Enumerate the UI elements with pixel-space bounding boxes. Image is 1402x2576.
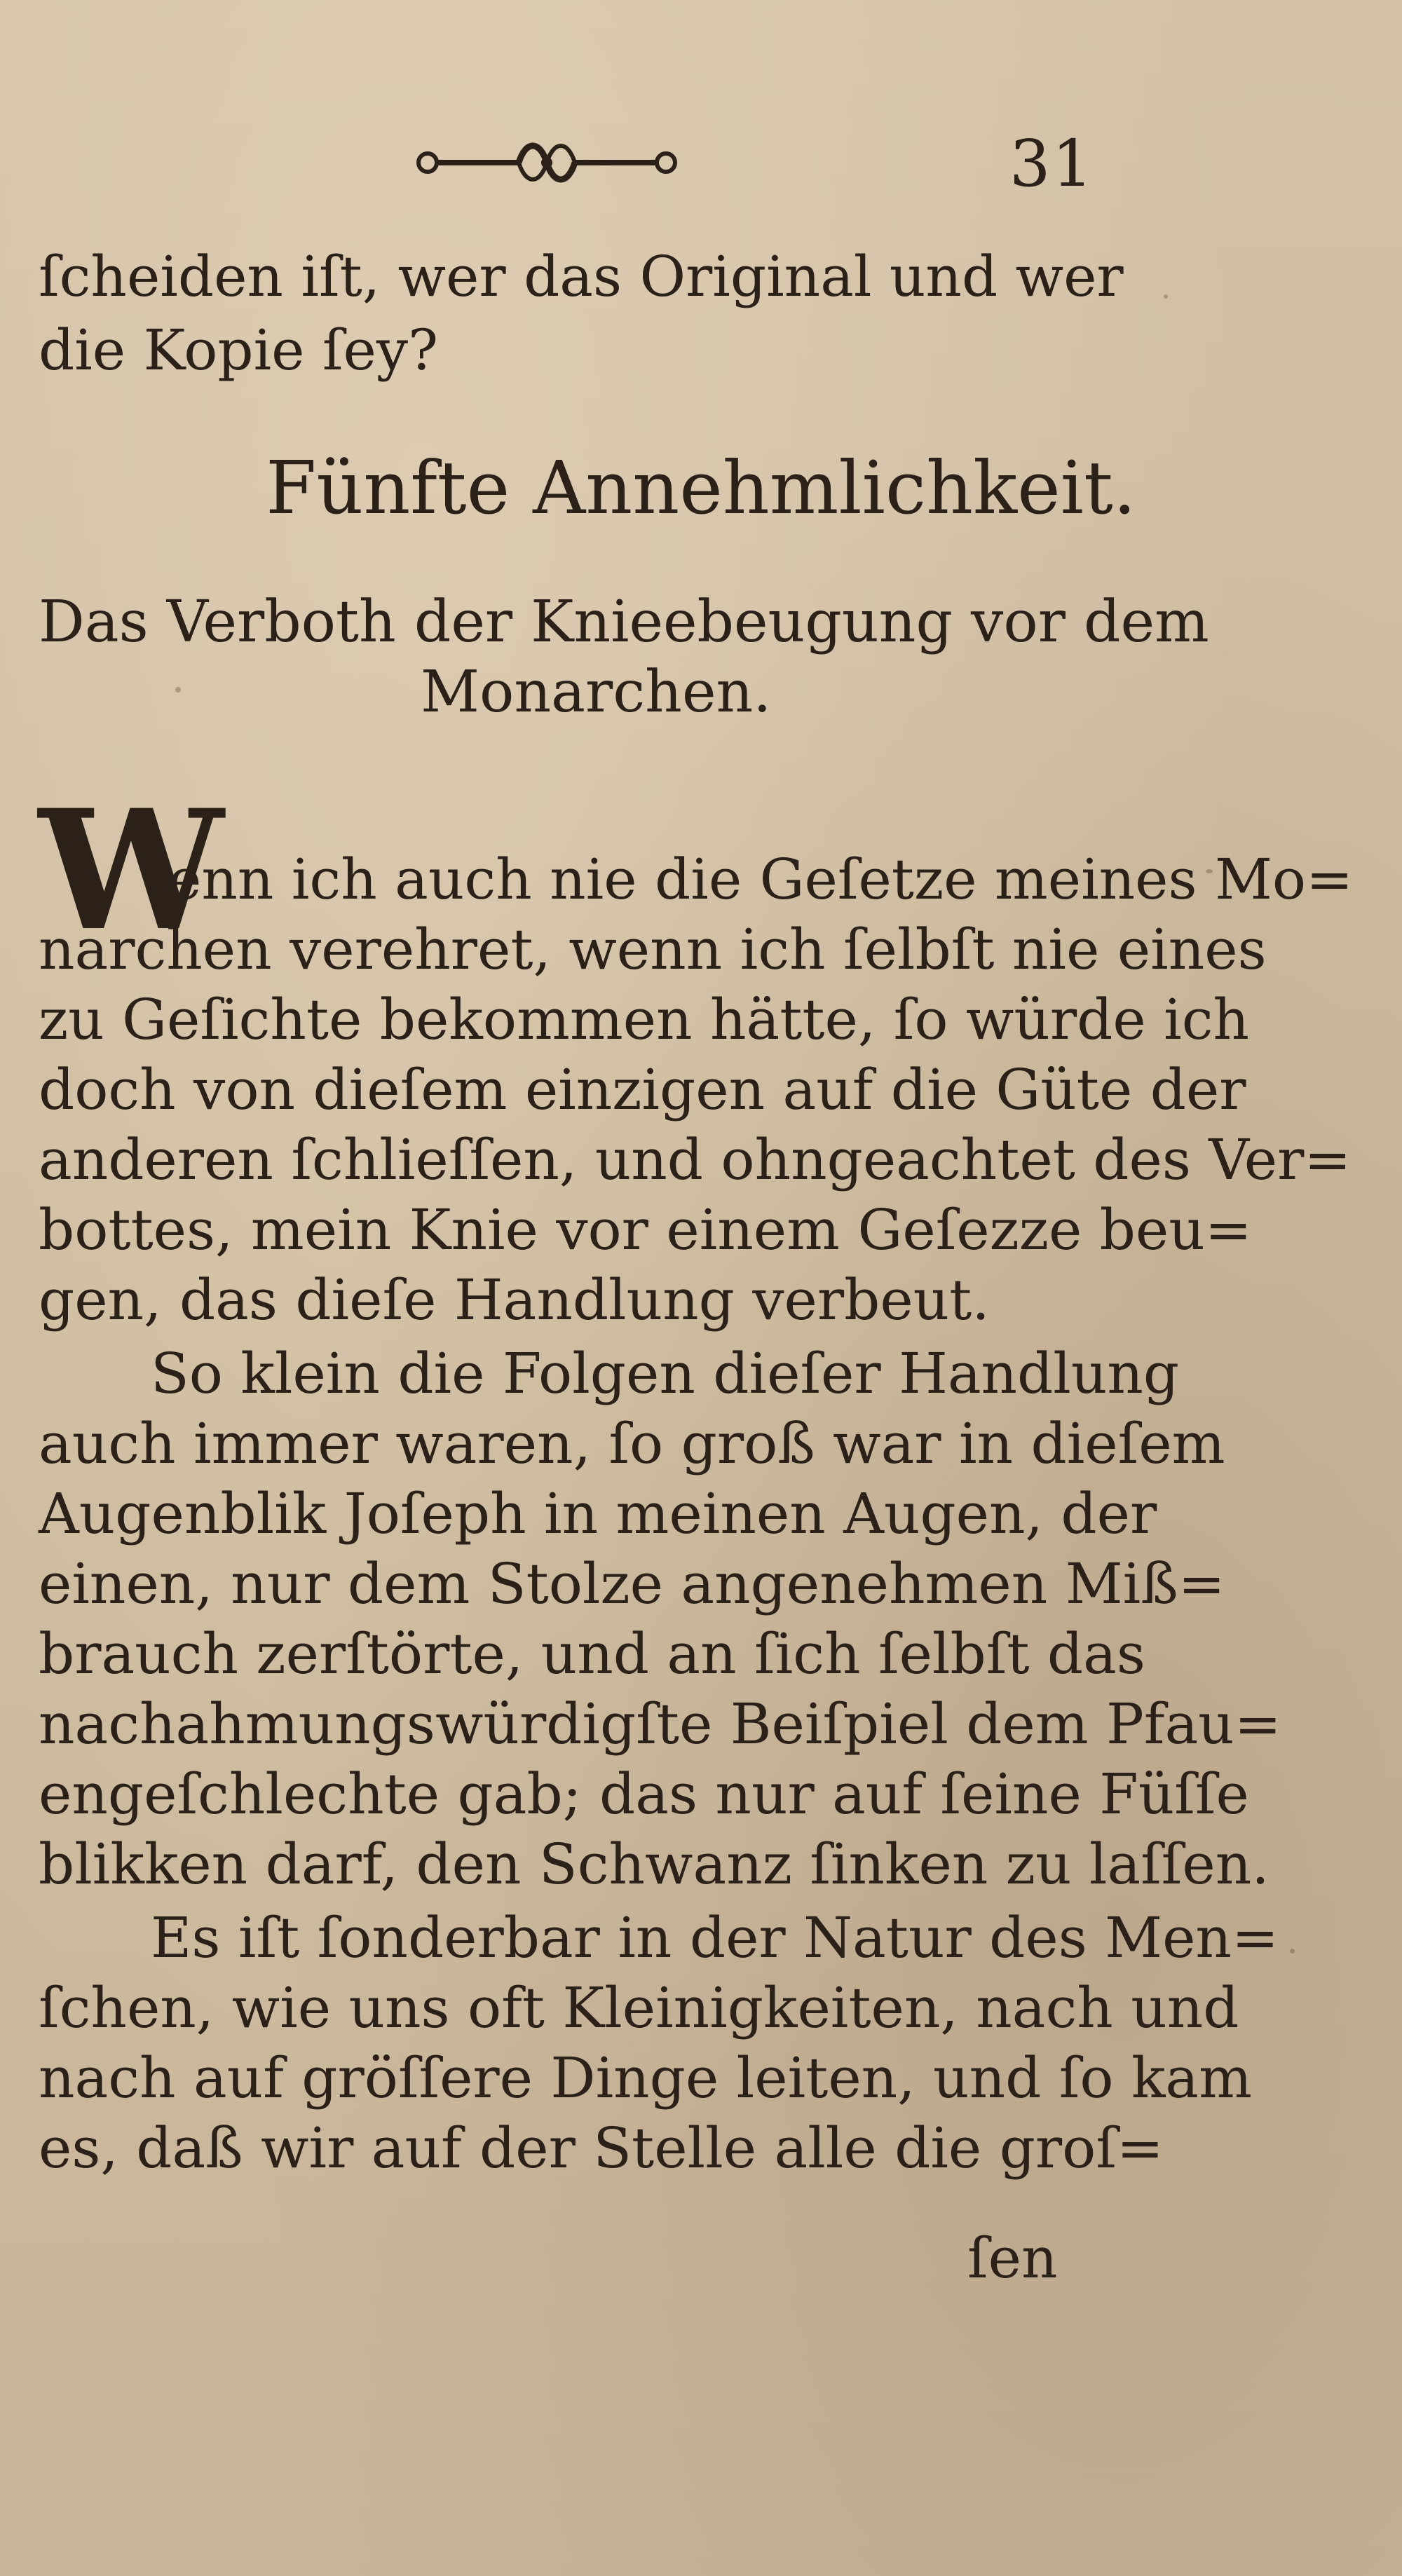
text-line: So klein die Folgen dieſer Handlung bbox=[151, 1341, 1180, 1406]
text-line: Augenblik Joſeph in meinen Augen, der bbox=[39, 1481, 1157, 1546]
page-number: 31 bbox=[1009, 126, 1095, 201]
ornament-flourish-icon bbox=[414, 133, 680, 189]
text-line: engeſchlechte gab; das nur auf ſeine Füſſe bbox=[39, 1761, 1249, 1827]
text-line: narchen verehret, wenn ich ſelbſt nie eines bbox=[39, 917, 1267, 982]
text-line: ſchen, wie uns oft Kleinigkeiten, nach und bbox=[39, 1975, 1239, 2040]
text-line: auch immer waren, ſo groß war in dieſem bbox=[39, 1411, 1225, 1476]
text-line: die Kopie ſey? bbox=[39, 318, 438, 383]
text-line: es, daß wir auf der Stelle alle die groſ= bbox=[39, 2115, 1164, 2181]
text-line: brauch zerſtörte, und an ſich ſelbſt das bbox=[39, 1621, 1145, 1686]
drop-cap: W bbox=[39, 774, 224, 967]
text-line: einen, nur dem Stolze angenehmen Miß= bbox=[39, 1551, 1225, 1616]
text-line: Es iſt ſonderbar in der Natur des Men= bbox=[151, 1905, 1279, 1970]
text-line: nach auf gröſſere Dinge leiten, und ſo kam bbox=[39, 2045, 1252, 2111]
text-line: anderen ſchlieſſen, und ohngeachtet des Ver= bbox=[39, 1127, 1352, 1192]
text-line: bottes, mein Knie vor einem Geſezze beu= bbox=[39, 1197, 1252, 1262]
text-line: gen, das dieſe Handlung verbeut. bbox=[39, 1267, 990, 1333]
paper-speck bbox=[175, 687, 181, 693]
page-header bbox=[0, 119, 1402, 203]
text-line: enn ich auch nie die Geſetze meines Mo= bbox=[168, 847, 1354, 912]
paper-speck bbox=[1164, 294, 1168, 299]
text-line: ſcheiden iſt, wer das Original und wer bbox=[39, 244, 1124, 309]
section-heading: Fünfte Annehmlichkeit. bbox=[266, 445, 1136, 531]
paper-speck bbox=[1290, 1949, 1295, 1954]
text-line: doch von dieſem einzigen auf die Güte der bbox=[39, 1057, 1246, 1122]
text-line: zu Geſichte bekommen hätte, ſo würde ich bbox=[39, 987, 1250, 1052]
section-subheading: Das Verboth der Knieebeugung vor dem bbox=[39, 589, 1209, 655]
text-line: nachahmungswürdigſte Beiſpiel dem Pfau= bbox=[39, 1691, 1281, 1757]
section-subheading: Monarchen. bbox=[421, 659, 772, 725]
catchword: ſen bbox=[967, 2226, 1058, 2291]
text-line: blikken darf, den Schwanz ſinken zu laſſen. bbox=[39, 1832, 1270, 1897]
